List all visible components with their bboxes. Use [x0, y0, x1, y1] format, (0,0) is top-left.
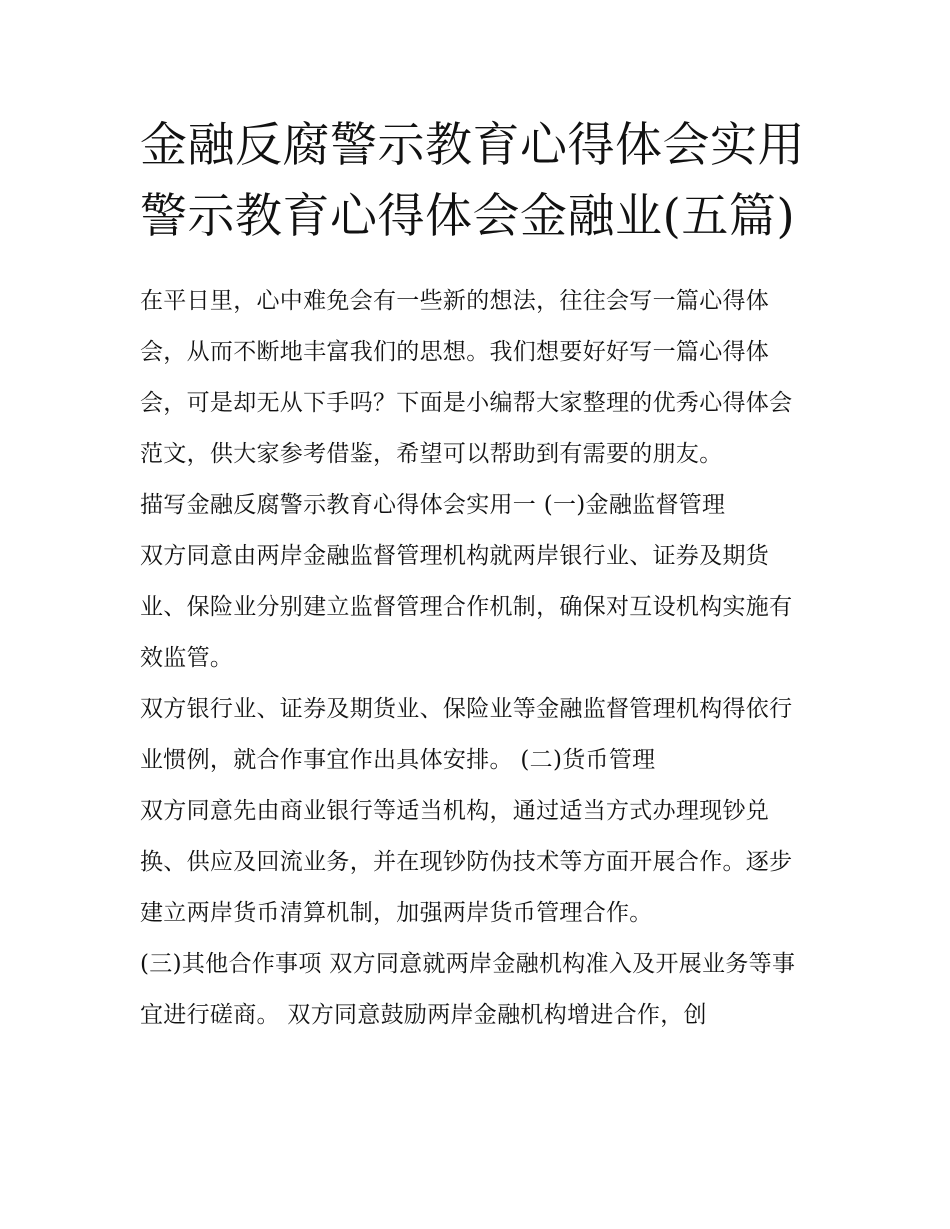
document-page — [140, 110, 815, 1041]
paragraph-currency-management: 双方同意先由商业银行等适当机构，通过适当方式办理现钞兑换、供应及回流业务，并在现钞防伪技术等方面开展合作。逐步建立两岸货币清算机制，加强两岸货币管理合作。 — [140, 798, 793, 926]
paragraph-section-heading: 描写金融反腐警示教育心得体会实用一 (一)金融监督管理 — [140, 492, 726, 518]
paragraph-intro: 在平日里，心中难免会有一些新的想法，往往会写一篇心得体会，从而不断地丰富我们的思想。我们想要好好写一篇心得体会，可是却无从下手吗？下面是小编帮大家整理的优秀心得体会范文，供大家参考借鉴，希望可以帮助到有需要的朋友。 — [140, 288, 793, 467]
paragraph-industry-arrangement: 双方银行业、证券及期货业、保险业等金融监督管理机构得依行业惯例，就合作事宜作出具体安排。 (二)货币管理 — [140, 696, 793, 773]
document-title: 金融反腐警示教育心得体会实用 警示教育心得体会金融业(五篇) — [140, 118, 805, 244]
paragraph-financial-supervision: 双方同意由两岸金融监督管理机构就两岸银行业、证券及期货业、保险业分别建立监督管理合作机制，确保对互设机构实施有效监管。 — [140, 543, 793, 671]
paragraph-other-cooperation: (三)其他合作事项 双方同意就两岸金融机构准入及开展业务等事宜进行磋商。 双方同意鼓励两岸金融机构增进合作，创 — [140, 951, 796, 1028]
